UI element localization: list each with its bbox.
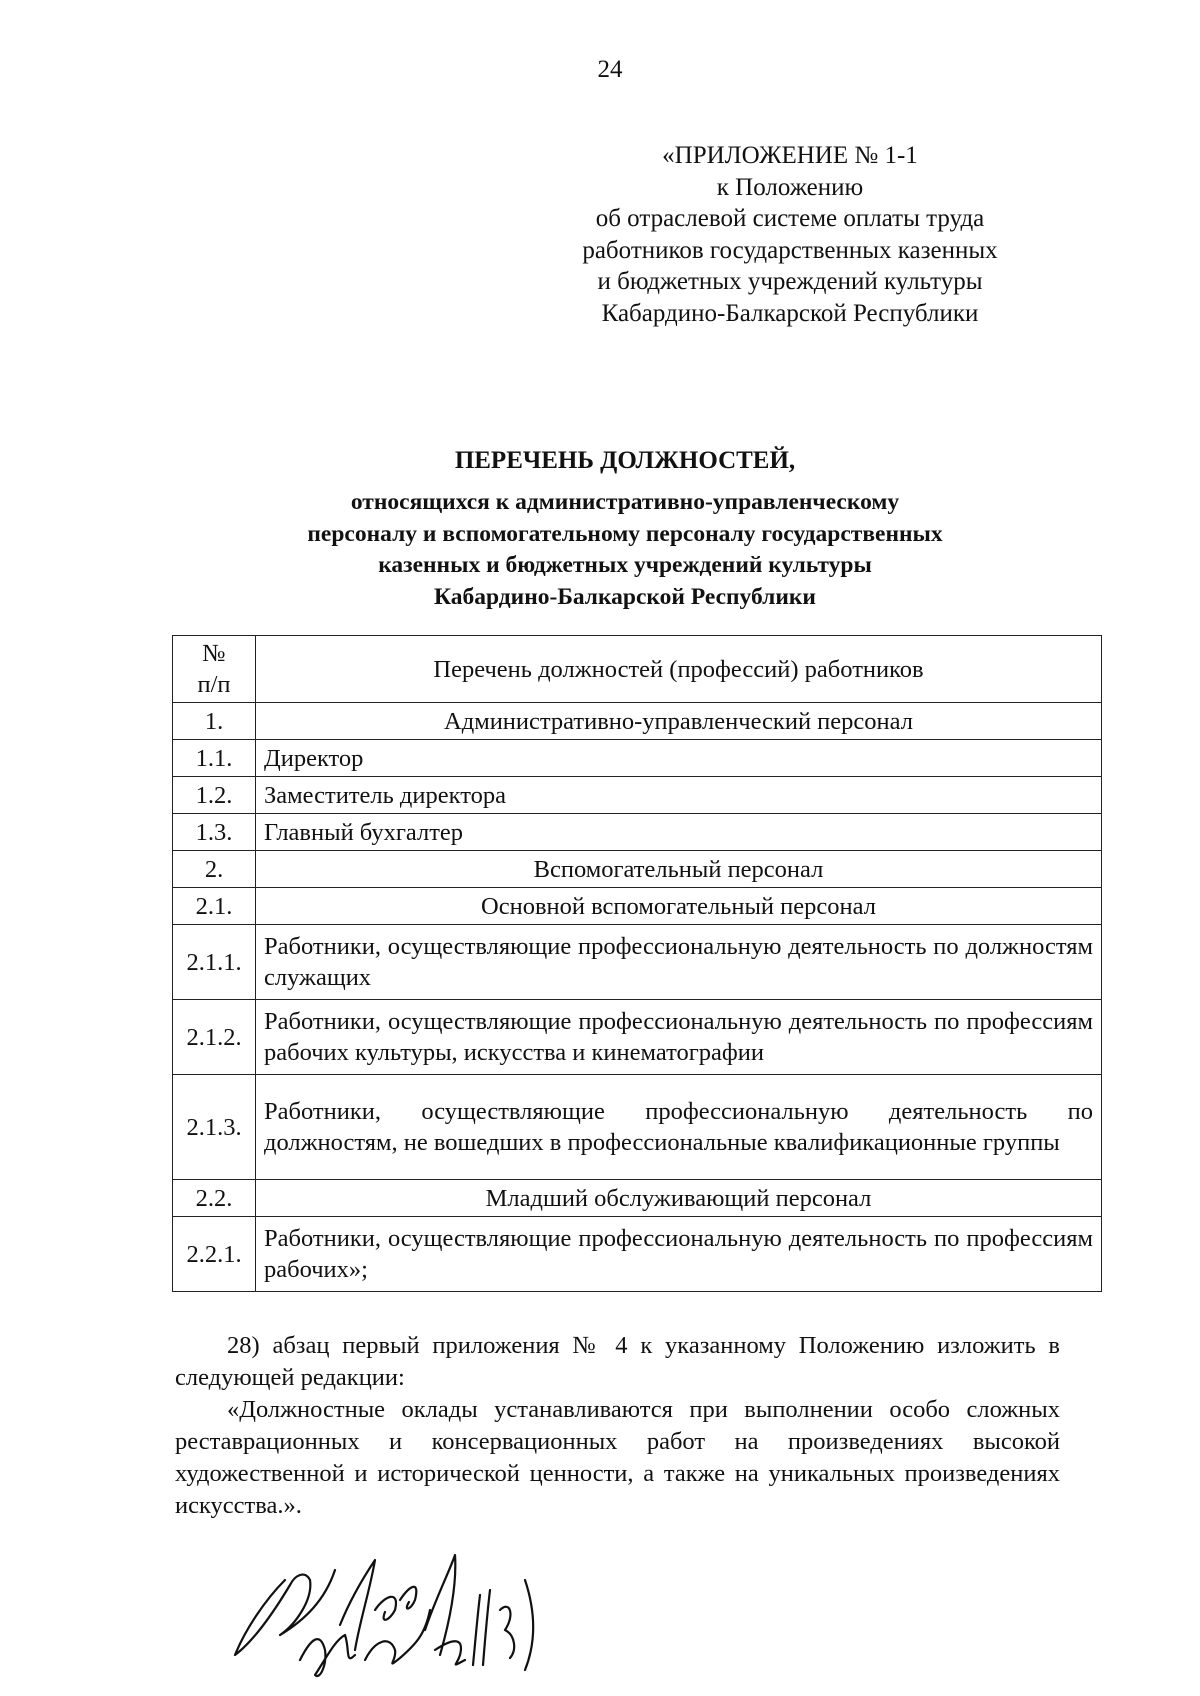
row-text: Работники, осуществляющие профессиональную деятельность по профессиям рабочих культуры, искусства и кинематографии xyxy=(256,1000,1102,1075)
table-header-row xyxy=(173,636,1102,703)
page-number: 24 xyxy=(597,56,623,83)
heading-sub-line: казенных и бюджетных учреждений культуры xyxy=(378,552,872,578)
handwritten-signature xyxy=(225,1540,555,1690)
row-text: Младший обслуживающий персонал xyxy=(256,1180,1102,1217)
table-row xyxy=(173,1180,1102,1217)
table-row xyxy=(173,777,1102,814)
table-row xyxy=(173,925,1102,1000)
row-text: Вспомогательный персонал xyxy=(256,851,1102,888)
row-number: 2. xyxy=(173,851,256,888)
appendix-line: к Положению xyxy=(716,173,864,201)
row-text: Работники, осуществляющие профессиональную деятельность по должностям служащих xyxy=(256,925,1102,1000)
appendix-line: работников государственных казенных xyxy=(582,236,998,264)
appendix-title: «ПРИЛОЖЕНИЕ № 1-1 xyxy=(662,142,918,169)
row-number: 2.1.1. xyxy=(173,925,256,1000)
heading-sub-line: персоналу и вспомогательному персоналу государственных xyxy=(307,520,943,547)
amendment-block xyxy=(175,1330,1060,1522)
row-number: 2.1. xyxy=(173,888,256,925)
row-number: 2.2.1. xyxy=(173,1217,256,1292)
heading-main: ПЕРЕЧЕНЬ ДОЛЖНОСТЕЙ, xyxy=(454,447,796,474)
header-num-symbol: № xyxy=(202,640,226,667)
appendix-line: Кабардино-Балкарской Республики xyxy=(601,299,979,327)
appendix-line: и бюджетных учреждений культуры xyxy=(597,268,983,295)
row-text: Административно-управленческий персонал xyxy=(256,703,1102,740)
row-text: Основной вспомогательный персонал xyxy=(256,888,1102,925)
positions-table xyxy=(172,635,1102,1292)
table-row xyxy=(173,703,1102,740)
amendment-paragraph: «Должностные оклады устанавливаются при выполнении особо сложных реставрационных и консервационных работ на произведениях высокой художественной и исторической ценности, а также на уникальных произведениях искусства.». xyxy=(175,1396,1060,1519)
heading-sub-line: относящихся к административно-управленческому xyxy=(350,489,900,515)
header-title-cell: Перечень должностей (профессий) работников xyxy=(256,636,1102,703)
document-heading xyxy=(170,445,1080,613)
table-row xyxy=(173,814,1102,851)
row-text: Работники, осуществляющие профессиональную деятельность по профессиям рабочих»; xyxy=(256,1217,1102,1292)
header-num-cell xyxy=(173,636,256,703)
table-row xyxy=(173,851,1102,888)
row-number: 1.1. xyxy=(173,740,256,777)
header-num-abbr: п/п xyxy=(197,671,231,698)
table-row xyxy=(173,1217,1102,1292)
row-text: Работники, осуществляющие профессиональную деятельность по должностям, не вошедших в профессиональные квалификационные группы xyxy=(256,1075,1102,1180)
row-number: 1.3. xyxy=(173,814,256,851)
row-number: 1.2. xyxy=(173,777,256,814)
row-number: 2.1.3. xyxy=(173,1075,256,1180)
heading-sub-line: Кабардино-Балкарской Республики xyxy=(434,583,816,610)
row-text: Директор xyxy=(256,740,1102,777)
amendment-paragraph: 28) абзац первый приложения № 4 к указанному Положению изложить в следующей редакции: xyxy=(175,1332,1060,1391)
row-text: Главный бухгалтер xyxy=(256,814,1102,851)
row-number: 1. xyxy=(173,703,256,740)
row-number: 2.1.2. xyxy=(173,1000,256,1075)
table-row xyxy=(173,740,1102,777)
row-number: 2.2. xyxy=(173,1180,256,1217)
appendix-line: об отраслевой системе оплаты труда xyxy=(595,205,985,232)
row-text: Заместитель директора xyxy=(256,777,1102,814)
table-row xyxy=(173,888,1102,925)
appendix-block xyxy=(520,140,1060,329)
table-row xyxy=(173,1075,1102,1180)
table-row xyxy=(173,1000,1102,1075)
